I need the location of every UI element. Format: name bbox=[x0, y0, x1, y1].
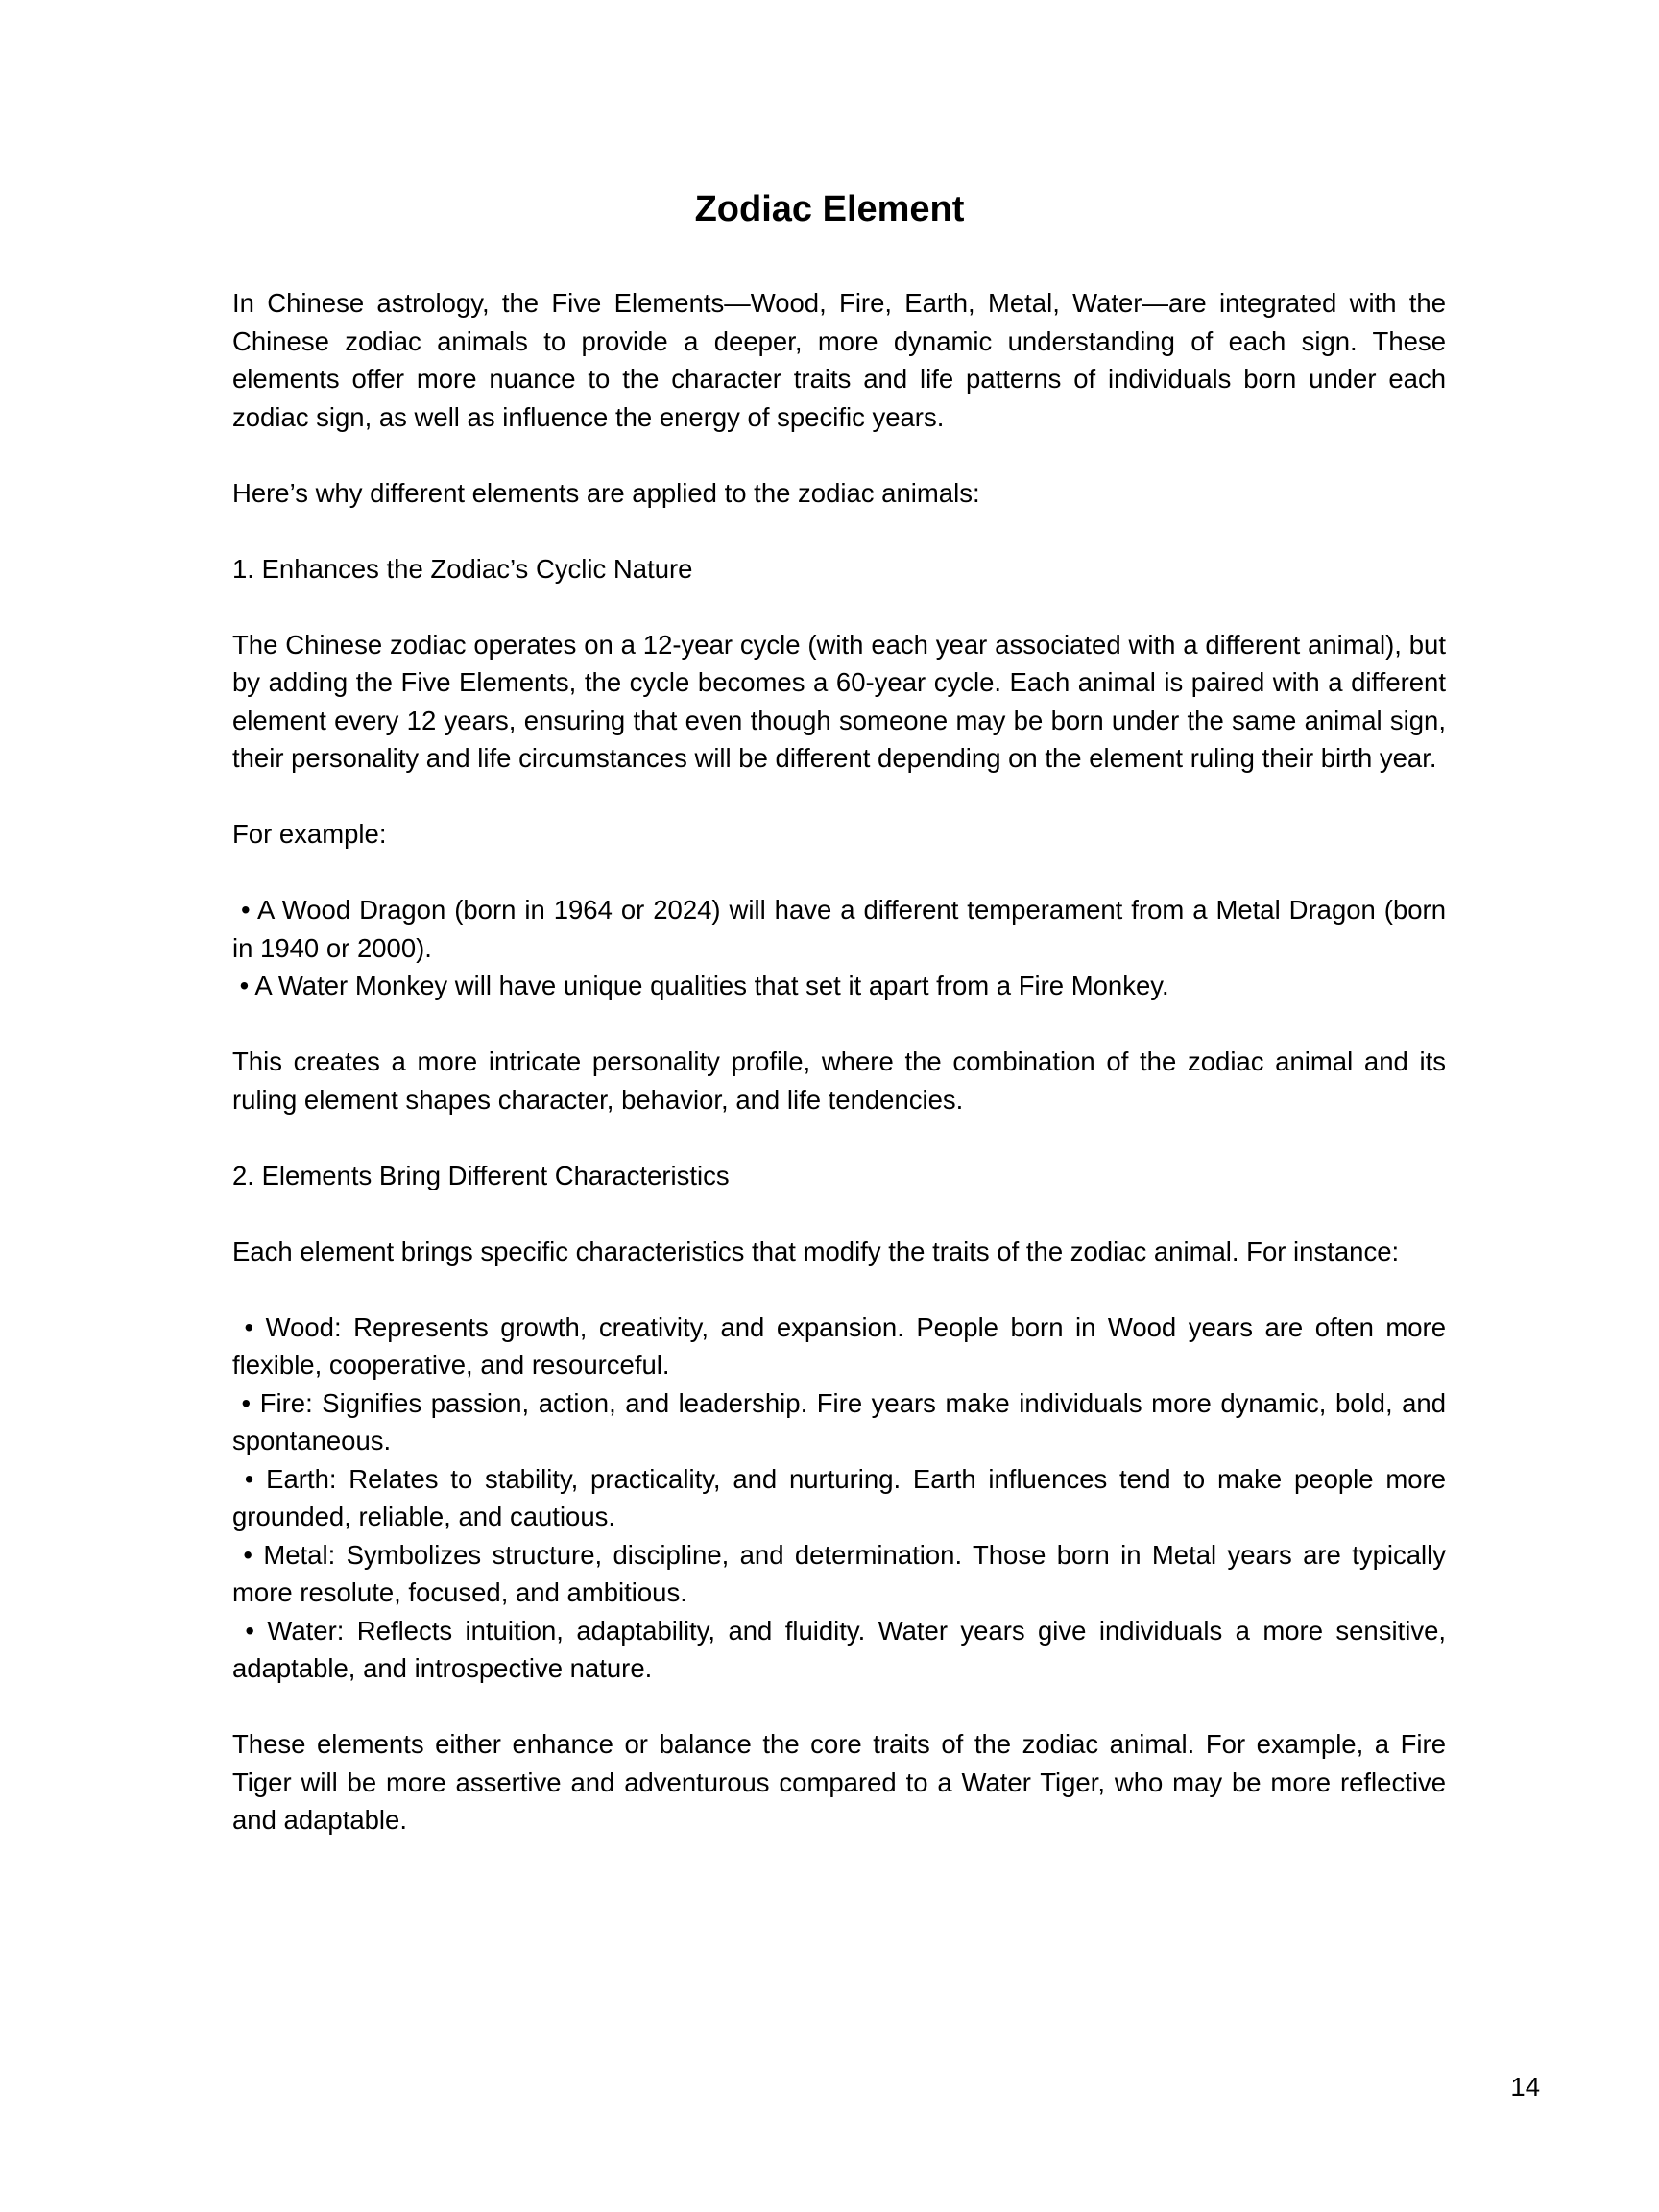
examples-list bbox=[232, 891, 1454, 1005]
element-item-wood: • Wood: Represents growth, creativity, and expansion. People born in Wood years are often more flexible, cooperative, and resourceful. bbox=[232, 1311, 1454, 1380]
closing-paragraph: These elements either enhance or balance the core traits of the zodiac animal. For example, a Fire Tiger will be more assertive and adventurous compared to a Water Tiger, who may be more reflective and adaptable. bbox=[232, 1729, 1446, 1835]
page-number: 14 bbox=[1510, 2072, 1540, 2102]
example-item-wood-dragon: • A Wood Dragon (born in 1964 or 2024) will have a different temperament from a Metal Dragon (born in 1940 or 2000). bbox=[232, 895, 1454, 963]
for-example-label: For example: bbox=[232, 819, 387, 849]
why-paragraph: Here’s why different elements are applied to the zodiac animals: bbox=[232, 477, 980, 508]
elements-list bbox=[232, 1309, 1454, 1688]
intro-paragraph: In Chinese astrology, the Five Elements—Wood, Fire, Earth, Metal, Water—are integrated with the Chinese zodiac animals to provide a deeper, more dynamic understanding of each sign. These elements offer more nuance to the character traits and life patterns of individuals born under each zodiac sign, as well as influence the energy of specific years. bbox=[232, 288, 1446, 432]
section-2-body: Each element brings specific characteristics that modify the traits of the zodiac animal. For instance: bbox=[232, 1236, 1400, 1266]
example-item-water-monkey: • A Water Monkey will have unique qualities that set it apart from a Fire Monkey. bbox=[232, 971, 1169, 1000]
element-item-metal: • Metal: Symbolizes structure, discipline, and determination. Those born in Metal years are typically more resolute, focused, and ambitious. bbox=[232, 1539, 1454, 1607]
element-item-water: • Water: Reflects intuition, adaptability, and fluidity. Water years give individuals a more sensitive, adaptable, and introspective nature. bbox=[232, 1615, 1454, 1683]
section-2-heading: 2. Elements Bring Different Characteristics bbox=[232, 1160, 730, 1190]
section-1-heading: 1. Enhances the Zodiac’s Cyclic Nature bbox=[232, 553, 693, 584]
section-1-conclusion: This creates a more intricate personality profile, where the combination of the zodiac animal and its ruling element shapes character, behavior, and life tendencies. bbox=[232, 1046, 1446, 1115]
page-title: Zodiac Element bbox=[694, 189, 965, 229]
element-item-earth: • Earth: Relates to stability, practicality, and nurturing. Earth influences tend to make people more grounded, reliable, and cautious. bbox=[232, 1463, 1454, 1531]
element-item-fire: • Fire: Signifies passion, action, and leadership. Fire years make individuals more dynamic, bold, and spontaneous. bbox=[232, 1387, 1454, 1455]
body-content bbox=[232, 284, 1454, 1877]
section-1-body: The Chinese zodiac operates on a 12-year cycle (with each year associated with a different animal), but by adding the Five Elements, the cycle becomes a 60-year cycle. Each animal is paired with a different element every 12 years, ensuring that even though someone may be born under the same animal sign, their personality and life circumstances will be different depending on the element ruling their birth year. bbox=[232, 629, 1446, 773]
